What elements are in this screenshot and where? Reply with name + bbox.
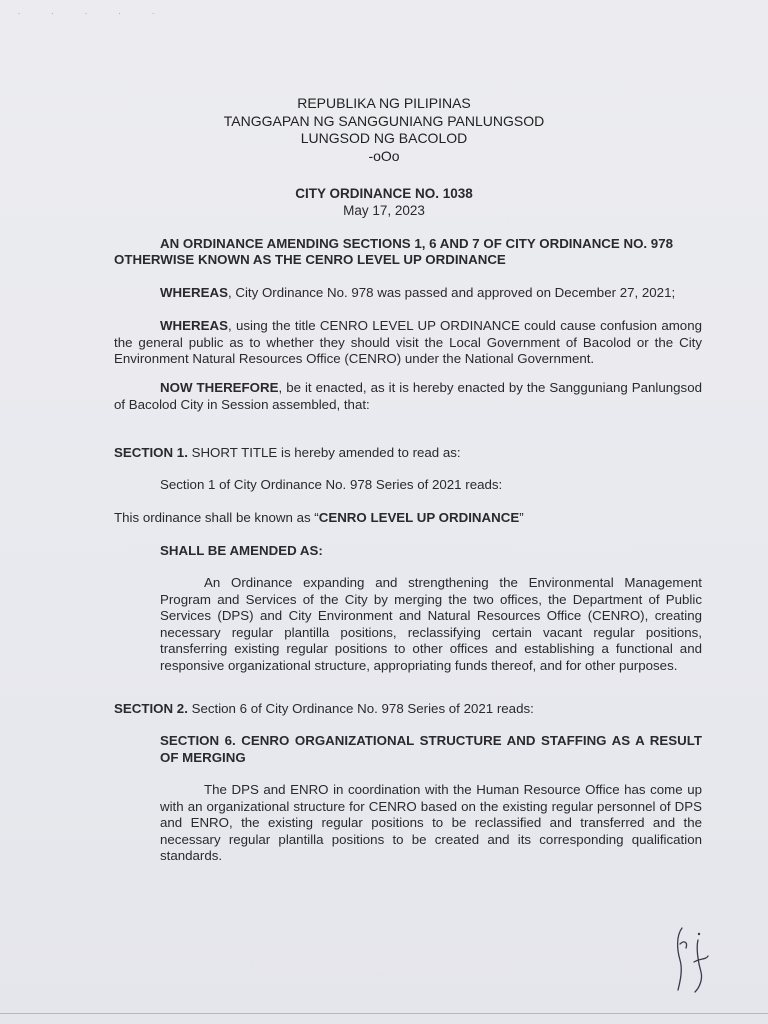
now-therefore-keyword: NOW THEREFORE [160, 380, 279, 395]
now-therefore-text: , be it enacted, as it is hereby enacted by the Sangguniang Panlungsod of Bacolod City in Session assembled, that: [114, 380, 702, 412]
ordinance-title [0, 185, 768, 219]
scan-specks: ˙ ˙ ˙ ˙ ˙ [18, 12, 169, 22]
whereas-1-text: , City Ordinance No. 978 was passed and approved on December 27, 2021; [227, 285, 676, 300]
section-2 [114, 701, 714, 718]
ordinance-subject [114, 236, 704, 268]
whereas-1 [114, 285, 714, 302]
whereas-2 [114, 318, 702, 368]
whereas-2-text: , using the title CENRO LEVEL UP ORDINANCE could cause confusion among the general public as to whether they should visit the Local Government of Bacolod or the City Environment Natural Resources Office (CENRO) under the National Government. [114, 318, 702, 366]
section-6-heading: SECTION 6. CENRO ORGANIZATIONAL STRUCTURE AND STAFFING AS A RESULT OF MERGING [160, 733, 702, 765]
whereas-1-keyword: WHEREAS [160, 285, 228, 300]
current-title-name: CENRO LEVEL UP ORDINANCE [318, 510, 520, 525]
ordinance-date: May 17, 2023 [343, 203, 425, 218]
section-6-body [160, 782, 702, 865]
ordinance-number: CITY ORDINANCE NO. 1038 [295, 186, 473, 201]
subject-line-1: AN ORDINANCE AMENDING SECTIONS 1, 6 AND 7 OF CITY ORDINANCE NO. 978 [160, 236, 673, 251]
section-1 [114, 445, 714, 462]
document-header [0, 95, 768, 165]
section-2-text: Section 6 of City Ordinance No. 978 Series of 2021 reads: [187, 701, 534, 716]
amended-title-text [160, 575, 702, 674]
subject-line-2: OTHERWISE KNOWN AS THE CENRO LEVEL UP ORDINANCE [114, 252, 506, 267]
header-line-3: LUNGSOD NG BACOLOD [300, 130, 468, 146]
section-1-reads: Section 1 of City Ordinance No. 978 Series of 2021 reads: [160, 477, 503, 492]
current-title-line [114, 510, 714, 527]
section-1-label: SECTION 1. [114, 445, 188, 460]
header-line-1: REPUBLIKA NG PILIPINAS [297, 95, 471, 111]
section-2-label: SECTION 2. [114, 701, 188, 716]
page-bottom-edge [0, 1013, 768, 1014]
now-therefore [114, 380, 702, 413]
header-line-2: TANGGAPAN NG SANGGUNIANG PANLUNGSOD [223, 112, 545, 129]
whereas-2-keyword: WHEREAS [160, 318, 228, 333]
current-title-suffix: ” [519, 510, 524, 525]
section-1-text: SHORT TITLE is hereby amended to read as: [187, 445, 461, 460]
current-title-prefix: This ordinance shall be known as “ [114, 510, 319, 525]
initials-signature [668, 922, 718, 997]
amended-title-body: An Ordinance expanding and strengthening the Environmental Management Program and Services of the City by merging the two offices, the Department of Public Services (DPS) and City Environment and Natural Resources Office (CENRO), creating necessary regular plantilla positions, reclassifying certain vacant regular positions, transferring existing regular positions to other offices and establishing a functional and responsive organizational structure, appropriating funds thereof, and for other purposes. [160, 575, 702, 673]
shall-be-amended: SHALL BE AMENDED AS: [160, 543, 323, 558]
header-line-4: -oOo [368, 147, 400, 164]
section-6-body-text: The DPS and ENRO in coordination with the Human Resource Office has come up with an organizational structure for CENRO based on the existing regular personnel of DPS and ENRO, the existing regular positions to be reclassified and transferred and the necessary regular plantilla positions to be created and its corresponding qualification standards. [160, 782, 702, 863]
